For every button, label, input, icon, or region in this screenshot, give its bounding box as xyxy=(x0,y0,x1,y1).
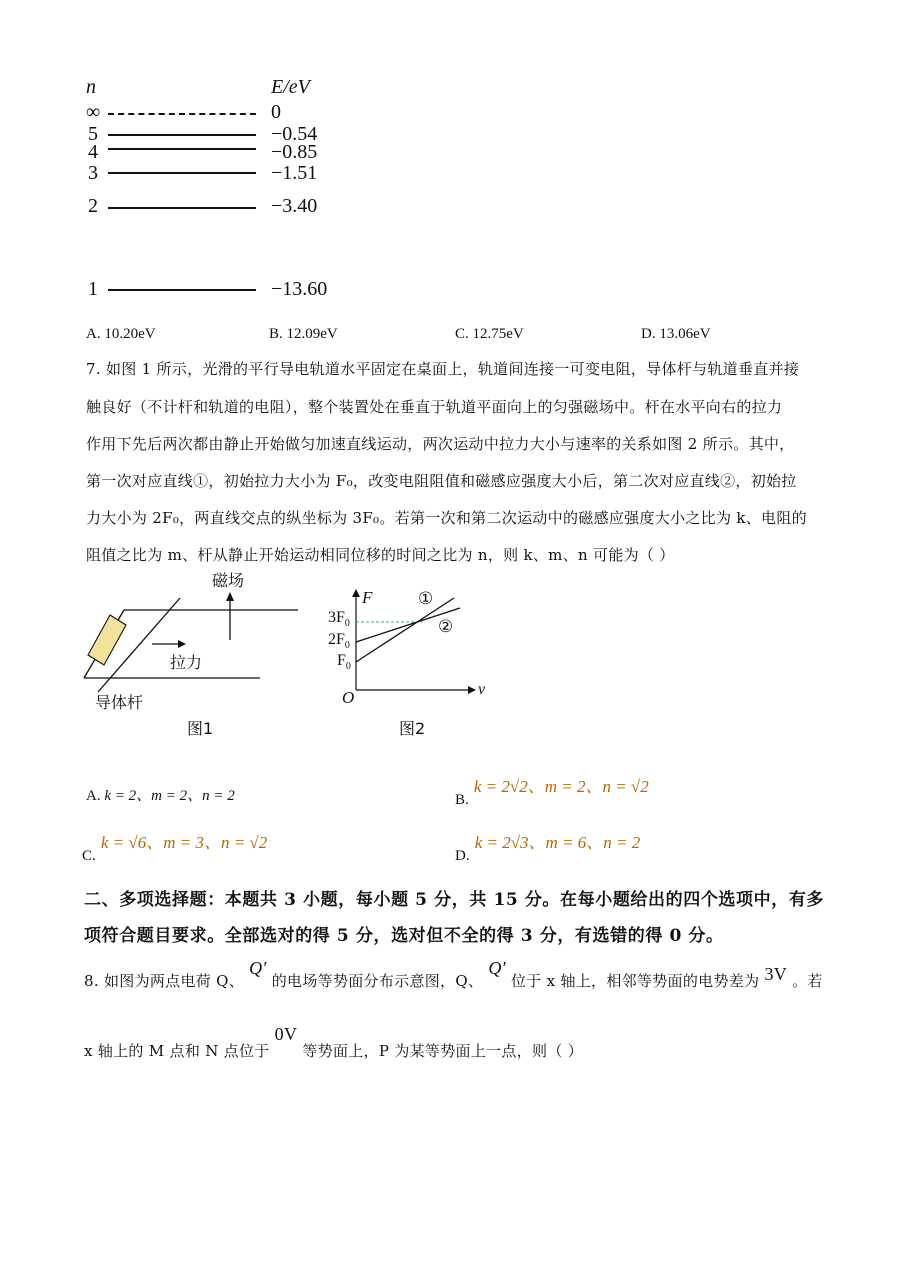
level-line-infinity xyxy=(108,113,256,115)
level-energy-value: −0.54 xyxy=(271,123,318,145)
level-n-label: 4 xyxy=(88,141,98,163)
q-prime-symbol: Q′ xyxy=(488,958,506,978)
level-n-label: ∞ xyxy=(86,101,101,123)
q6-option-b[interactable]: B. 12.09eV xyxy=(269,326,338,342)
q6-option-a[interactable]: A. 10.20eV xyxy=(86,326,156,342)
level-line-4 xyxy=(108,148,256,150)
n-axis-label: n xyxy=(86,76,96,98)
graph-f-label: F xyxy=(362,588,373,607)
section-2-heading-cont: 项符合题目要求。全部选对的得 5 分，选对但不全的得 3 分，有选错的得 0 分。 xyxy=(84,926,724,946)
level-energy-value: −13.60 xyxy=(271,278,328,300)
figure-2-caption: 图2 xyxy=(399,719,426,738)
q7-line: 阻值之比为 m、杆从静止开始运动相同位移的时间之比为 n，则 k、m、n 可能为（ ） xyxy=(86,546,675,564)
level-n-label: 2 xyxy=(88,195,98,217)
q6-option-d[interactable]: D. 13.06eV xyxy=(641,326,711,342)
q7-line: 7. 如图 1 所示，光滑的平行导电轨道水平固定在桌面上，轨道间连接一可变电阻，导体杆与轨道垂直并接 xyxy=(86,360,800,378)
energy-axis-label: E/eV xyxy=(271,76,310,98)
q7-option-b[interactable]: B. k = 2√2、m = 2、n = √2 xyxy=(455,777,649,808)
q8-line-2: x 轴上的 M 点和 N 点位于 0V 等势面上，P 为某等势面上一点，则（ ） xyxy=(84,1024,583,1060)
q7-option-d[interactable]: D. k = 2√3、m = 6、n = 2 xyxy=(455,833,641,864)
q7-line: 触良好（不计杆和轨道的电阻），整个装置处在垂直于轨道平面向上的匀强磁场中。杆在水平向右的拉力 xyxy=(86,398,783,416)
level-n-label: 5 xyxy=(88,123,98,145)
level-n-label: 3 xyxy=(88,162,98,184)
level-energy-value: −1.51 xyxy=(271,162,318,184)
level-energy-value: 0 xyxy=(271,101,281,123)
level-line-1 xyxy=(108,289,256,291)
level-energy-value: −0.85 xyxy=(271,141,318,163)
potential-3v: 3V xyxy=(764,964,788,984)
q7-option-a[interactable]: A. k = 2、m = 2、n = 2 xyxy=(86,788,235,804)
q-prime-symbol: Q′ xyxy=(249,958,267,978)
potential-0v: 0V xyxy=(274,1024,298,1044)
level-energy-value: −3.40 xyxy=(271,195,318,217)
graph-origin-label: O xyxy=(342,688,355,707)
q7-option-c[interactable]: C. k = √6、m = 3、n = √2 xyxy=(82,833,268,864)
section-2-heading: 二、多项选择题：本题共 3 小题，每小题 5 分，共 15 分。在每小题给出的四个选项中，有多 xyxy=(84,890,825,910)
level-n-label: 1 xyxy=(88,278,98,300)
conductor-rod-label: 导体杆 xyxy=(95,693,144,712)
magnetic-field-label: 磁场 xyxy=(212,571,245,590)
level-line-2 xyxy=(108,207,256,209)
magnetic-field-arrow xyxy=(226,592,234,640)
graph-v-label: v xyxy=(478,681,486,698)
tick-f0: $F_0$ xyxy=(337,652,351,673)
q6-option-c[interactable]: C. 12.75eV xyxy=(455,326,524,342)
q8-line-1: 8. 如图为两点电荷 Q、 Q′ 的电场等势面分布示意图，Q、 Q′ 位于 x 轴上，相邻等势面的电势差为 3V 。若 xyxy=(84,958,823,990)
tick-3f0: $3F_0$ xyxy=(328,609,350,630)
level-line-3 xyxy=(108,172,256,174)
pull-force-arrow xyxy=(152,640,186,648)
tick-2f0: $2F_0$ xyxy=(328,631,350,652)
level-line-5 xyxy=(108,134,256,136)
line-1-label: ① xyxy=(418,589,434,609)
q7-line: 第一次对应直线①，初始拉力大小为 F₀，改变电阻阻值和磁感应强度大小后，第二次对应直线②，初始拉 xyxy=(86,472,797,490)
pull-force-label: 拉力 xyxy=(170,653,203,672)
q7-line: 力大小为 2F₀，两直线交点的纵坐标为 3F₀。若第一次和第二次运动中的磁感应强度大小之比为 k、电阻的 xyxy=(86,509,807,527)
line-2-label: ② xyxy=(438,617,454,637)
resistor-icon xyxy=(88,615,126,665)
q7-line: 作用下先后两次都由静止开始做匀加速直线运动，两次运动中拉力大小与速率的关系如图 2 所示。其中， xyxy=(86,435,795,453)
figure-1-caption: 图1 xyxy=(187,719,214,738)
